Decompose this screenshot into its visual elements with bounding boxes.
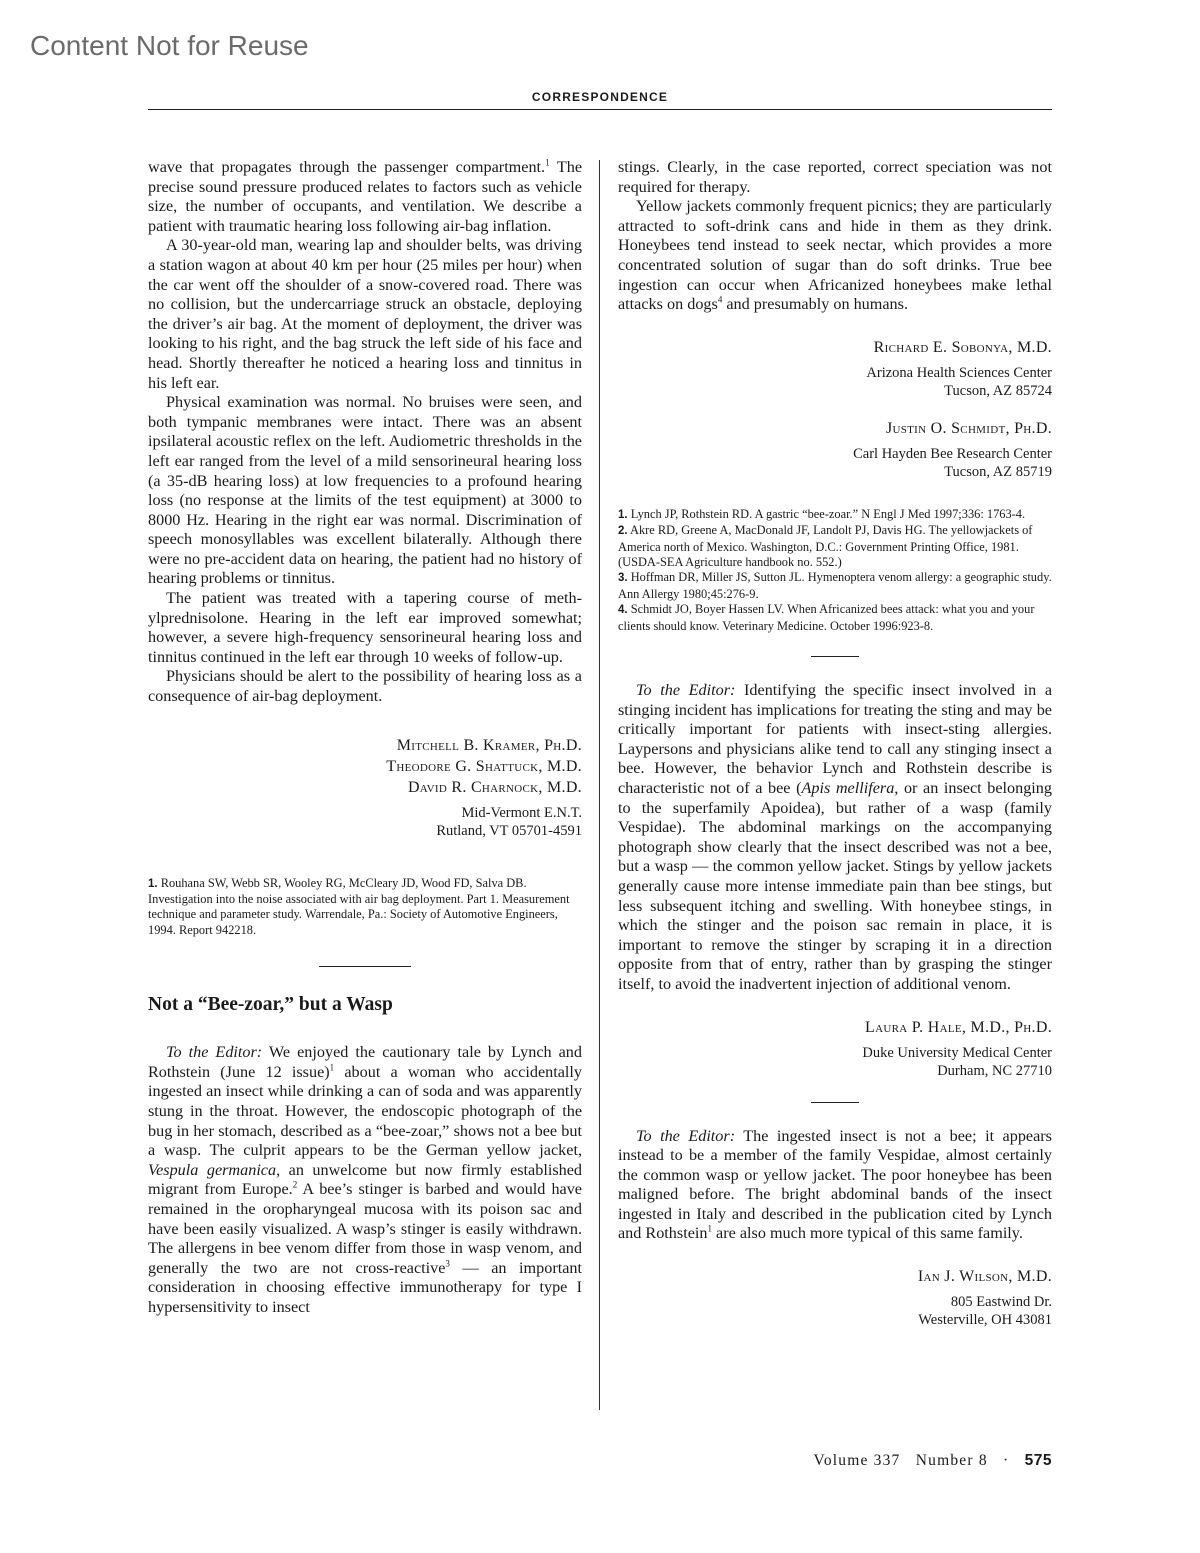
author-name: Ian J. Wilson, M.D. bbox=[917, 1268, 1052, 1286]
author-name: David R. Charnock, M.D. bbox=[407, 778, 582, 796]
paragraph: A 30-year-old man, wearing lap and shoulder belts, was driving a station wagon at about 40 km per hour (25 miles per hour) when the car went off the shoulder of a snow-covered road. There was no collision, but the undercarriage struck an obstacle, deploying the driver’s air bag. At the moment of deployment, the driver was looking to his right, and the bag struck the left side of his face and head. Shortly thereafter he noticed a hearing loss and tinnitus in his left ear. bbox=[148, 236, 582, 392]
author-affiliation: Arizona Health Sciences Center Tucson, AZ 85724 bbox=[866, 364, 1052, 399]
author-name: Richard E. Sobonya, M.D. bbox=[873, 338, 1052, 356]
signature-block bbox=[618, 337, 1052, 400]
volume-label: Volume 337 bbox=[813, 1452, 901, 1469]
paragraph: To the Editor: The ingested insect is not a bee; it appears instead to be a member of the family Vespidae, almost certainly the common wasp or yellow jacket. The poor honeybee has been maligned before. The bright abdominal bands of the insect ingested in Italy and described in the publication cited by Lynch and Rothstein$^1$ are also much more typical of this same family. bbox=[618, 1126, 1052, 1243]
author-affiliation: Duke University Medical Center Durham, NC 27710 bbox=[862, 1044, 1052, 1079]
author-name: Laura P. Hale, M.D., Ph.D. bbox=[865, 1018, 1052, 1036]
signature-block bbox=[618, 1017, 1052, 1080]
references bbox=[618, 507, 1052, 634]
reference-item: 2. Akre RD, Greene A, MacDonald JF, Landolt PJ, Davis HG. The yellowjackets of America north of Mexico. Washington, D.C.: Government Printing Office, 1981. (USDA-SEA Agriculture handbook no. 552.) bbox=[618, 523, 1033, 569]
paragraph: Yellow jackets commonly frequent picnics; they are particularly attracted to soft-drink cans and hide in them as they drink. Honeybees tend instead to seek nectar, which provides a more concentrated solution of sugar than do soft drinks. True bee ingestion can occur when Africanized honeybees make lethal attacks on dogs$^4$ and presumably on humans. bbox=[618, 197, 1052, 314]
reference-item: 3. Hoffman DR, Miller JS, Sutton JL. Hymenoptera venom allergy: a geographic study. Ann Allergy 1980;45:276-9. bbox=[618, 570, 1052, 601]
author-affiliation: 805 Eastwind Dr. Westerville, OH 43081 bbox=[918, 1294, 1052, 1329]
paragraph: The patient was treated with a tapering course of methylprednisolone. Hearing in the left ear improved somewhat; however, a severe high-frequency sensorineural hearing loss and tinnitus continued in the left ear through 10 weeks of follow-up. bbox=[148, 589, 582, 666]
section-rule bbox=[811, 656, 859, 657]
left-column bbox=[148, 158, 582, 1318]
references bbox=[148, 876, 582, 939]
paragraph: To the Editor: We enjoyed the cautionary tale by Lynch and Rothstein (June 12 issue)$^1$ about a woman who accidentally ingested an insect while drinking a can of soda and was apparently stung in the throat. However, the endoscopic photograph of the bug in her stomach, described as a “bee-zoar,” shows not a bee but a wasp. The culprit appears to be the German yellow jacket, Vespula germanica, an unwelcome but now firmly established migrant from Europe.$^2$ A bee’s stinger is barbed and would have remained in the oropharyngeal mucosa with its poison sac and have been easily visualized. A wasp’s stinger is easily withdrawn. The allergens in bee venom differ from those in wasp venom, and generally the two are not cross-reactive$^3$ — an important consideration in choosing effective immunotherapy for type I hypersensitivity to insect bbox=[148, 1043, 582, 1316]
footer-separator: · bbox=[1003, 1452, 1010, 1469]
watermark: Content Not for Reuse bbox=[30, 30, 309, 61]
paragraph: stings. Clearly, in the case reported, correct speciation was not required for therapy. bbox=[618, 158, 1052, 196]
section-rule bbox=[319, 966, 411, 967]
issue-number-label: Number 8 bbox=[915, 1452, 988, 1469]
page-footer bbox=[600, 1452, 1052, 1470]
right-column bbox=[618, 158, 1052, 1329]
page-number: 575 bbox=[1024, 1452, 1052, 1469]
reference-item: 1. Lynch JP, Rothstein RD. A gastric “bee-zoar.” N Engl J Med 1997;336: 1763-4. bbox=[618, 506, 1026, 521]
signature-block bbox=[618, 1266, 1052, 1329]
section-header: CORRESPONDENCE bbox=[531, 90, 669, 104]
author-affiliation: Mid-Vermont E.N.T. Rutland, VT 05701-4591 bbox=[436, 804, 582, 839]
header-rule bbox=[148, 109, 1052, 110]
author-name: Theodore G. Shattuck, M.D. bbox=[386, 757, 582, 775]
paragraph: Physical examination was normal. No bruises were seen, and both tympanic membranes were intact. There was an absent ipsilateral acoustic reflex on the left. Audiometric thresholds in the left ear ranged from the level of a mild sensorineural hearing loss (a 35-dB hearing loss) at low frequencies to a profound hearing loss (no response at the limits of the test equipment) at 3000 to 8000 Hz. Hearing in the right ear was normal. Discrimination of speech monosyllables was excellent bilaterally. Although there were no pre-accident data on hearing, the patient had no history of hearing problems or tinnitus. bbox=[148, 393, 582, 588]
section-rule bbox=[811, 1102, 859, 1103]
column-divider bbox=[599, 160, 600, 1410]
paragraph: To the Editor: Identifying the specific insect involved in a stinging incident has implications for treating the sting and may be critically important for patients with insect-sting allergies. Laypersons and physicians alike tend to call any stinging insect a bee. However, the behavior Lynch and Rothstein describe is characteristic not of a bee (Apis mellifera, or an insect belonging to the superfamily Apoidea), but rather of a wasp (family Vespidae). The abdominal markings on the accompanying photograph show clearly that the insect described was not a bee, but a wasp — the common yellow jacket. Stings by yellow jackets generally cause more intense immediate pain than bee stings, but less subsequent itching and swelling. With honeybee stings, in which the stinger and the poison sac remain in place, it is important to remove the stinger by scraping it in a direction opposite from that of entry, rather than by grasping the stinger itself, to avoid the inadvertent injection of additional venom. bbox=[618, 681, 1052, 993]
author-name: Justin O. Schmidt, Ph.D. bbox=[885, 419, 1052, 437]
author-name: Mitchell B. Kramer, Ph.D. bbox=[396, 736, 582, 754]
paragraph: wave that propagates through the passenger compartment.$^1$ The precise sound pressure produced relates to factors such as vehicle size, the number of occupants, and ventilation. We describe a patient with traumatic hearing loss following air-bag inflation. bbox=[148, 157, 583, 235]
article-title: Not a “Bee-zoar,” but a Wasp bbox=[148, 994, 393, 1016]
reference-item: 4. Schmidt JO, Boyer Hassen LV. When Africanized bees attack: what you and your clients should know. Veterinary Medicine. October 1996:923-8. bbox=[618, 602, 1035, 633]
paragraph: Physicians should be alert to the possibility of hearing loss as a consequence of air-bag deployment. bbox=[148, 667, 582, 706]
signature-block bbox=[618, 418, 1052, 481]
reference-item: 1. Rouhana SW, Webb SR, Wooley RG, McCleary JD, Wood FD, Salva DB. Investigation into the noise associated with air bag deployment. Part 1. Measurement technique and parameter study. Warrendale, Pa.: Society of Automotive Engineers, 1994. Report 942218. bbox=[148, 875, 570, 937]
signature-block bbox=[148, 735, 582, 840]
author-affiliation: Carl Hayden Bee Research Center Tucson, AZ 85719 bbox=[853, 445, 1052, 480]
